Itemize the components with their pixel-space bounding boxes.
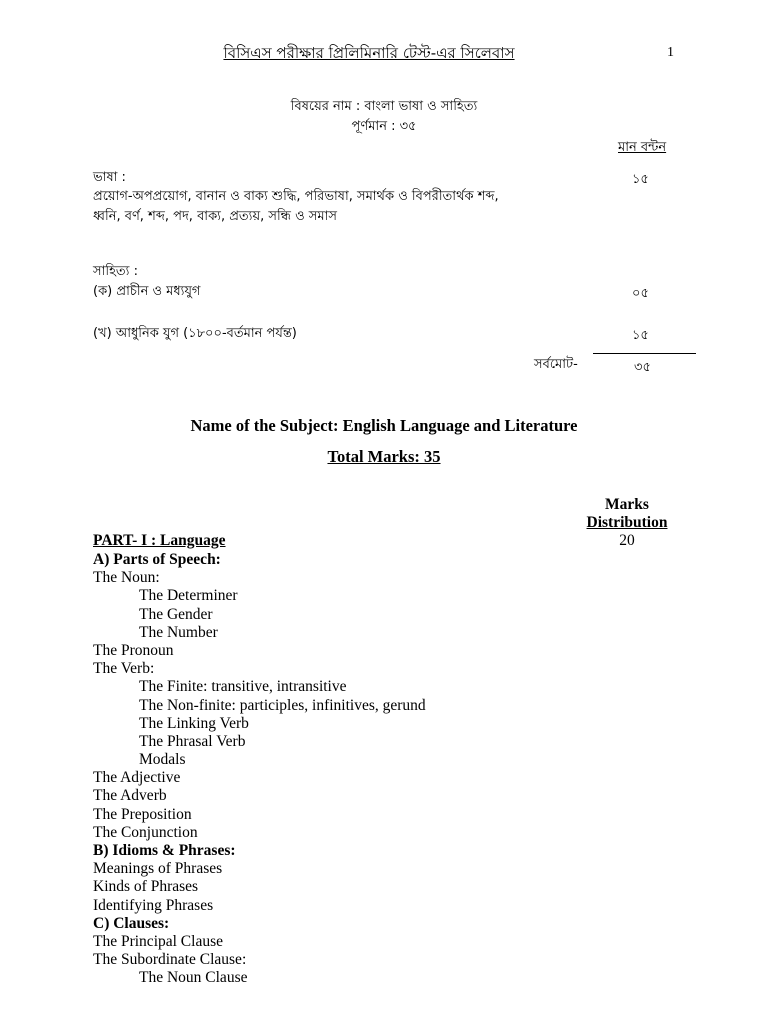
bangla-literature-b: (খ) আধুনিক যুগ (১৮০০-বর্তমান পর্যন্ত) — [93, 326, 297, 341]
total-rule — [593, 353, 696, 354]
list-item: The Principal Clause — [93, 932, 223, 950]
page-title: বিসিএস পরীক্ষার প্রিলিমিনারি টেস্ট-এর সিলেবাস — [223, 44, 515, 62]
bangla-language-heading: ভাষা : — [93, 170, 126, 185]
list-item: Modals — [139, 751, 186, 769]
list-item: The Pronoun — [93, 641, 174, 659]
bangla-literature-heading: সাহিত্য : — [93, 264, 138, 279]
section-heading: C) Clauses: — [93, 914, 170, 932]
list-item: The Preposition — [93, 805, 192, 823]
bangla-language-marks: ১৫ — [632, 172, 649, 187]
list-item: The Determiner — [139, 587, 238, 605]
list-item: The Adjective — [93, 769, 181, 787]
section-heading: B) Idioms & Phrases: — [93, 842, 236, 859]
bangla-total-marks: ৩৫ — [634, 360, 651, 375]
list-item: The Gender — [139, 605, 213, 623]
list-item: Kinds of Phrases — [93, 878, 199, 896]
page-number: 1 — [667, 45, 674, 60]
part1-heading: PART- I : Language — [93, 532, 226, 549]
bangla-language-line-1: প্রয়োগ-অপপ্রয়োগ, বানান ও বাক্য শুদ্ধি, পরিভাষা, সমার্থক ও বিপরীতার্থক শব্দ, — [93, 189, 499, 204]
syllabus-list — [93, 551, 613, 988]
english-marks-header-line-2: Distribution — [586, 514, 668, 531]
bangla-language-line-2: ধ্বনি, বর্ণ, শব্দ, পদ, বাক্য, প্রত্যয়, সন্ধি ও সমাস — [93, 209, 337, 224]
english-total-marks: Total Marks: 35 — [327, 447, 441, 466]
bangla-full-marks: পূর্ণমান : ৩৫ — [351, 119, 417, 134]
bangla-literature-a: (ক) প্রাচীন ও মধ্যযুগ — [93, 284, 201, 299]
list-item: The Adverb — [93, 787, 167, 805]
english-marks-header-line-1: Marks — [605, 496, 649, 513]
list-item: The Non-finite: participles, infinitives, gerund — [139, 696, 426, 714]
section-heading: A) Parts of Speech: — [93, 551, 221, 568]
bangla-subject-line: বিষয়ের নাম : বাংলা ভাষা ও সাহিত্য — [290, 99, 478, 114]
english-subject-title: Name of the Subject: English Language and Literature — [190, 416, 578, 435]
list-item: Identifying Phrases — [93, 896, 214, 914]
list-item: The Subordinate Clause: — [93, 951, 247, 969]
list-item: The Verb: — [93, 660, 155, 678]
bangla-literature-b-marks: ১৫ — [632, 328, 649, 343]
list-item: The Noun Clause — [139, 969, 248, 987]
bangla-literature-a-marks: ০৫ — [632, 286, 649, 301]
list-item: The Conjunction — [93, 823, 198, 841]
bangla-marks-header: মান বন্টন — [618, 140, 667, 155]
list-item: The Number — [139, 623, 218, 641]
list-item: The Phrasal Verb — [139, 732, 246, 750]
list-item: The Noun: — [93, 569, 160, 587]
list-item: The Finite: transitive, intransitive — [139, 678, 347, 696]
part1-marks: 20 — [619, 532, 635, 549]
list-item: Meanings of Phrases — [93, 860, 223, 878]
bangla-total-label: সর্বমোট- — [534, 357, 578, 372]
list-item: The Linking Verb — [139, 714, 249, 732]
